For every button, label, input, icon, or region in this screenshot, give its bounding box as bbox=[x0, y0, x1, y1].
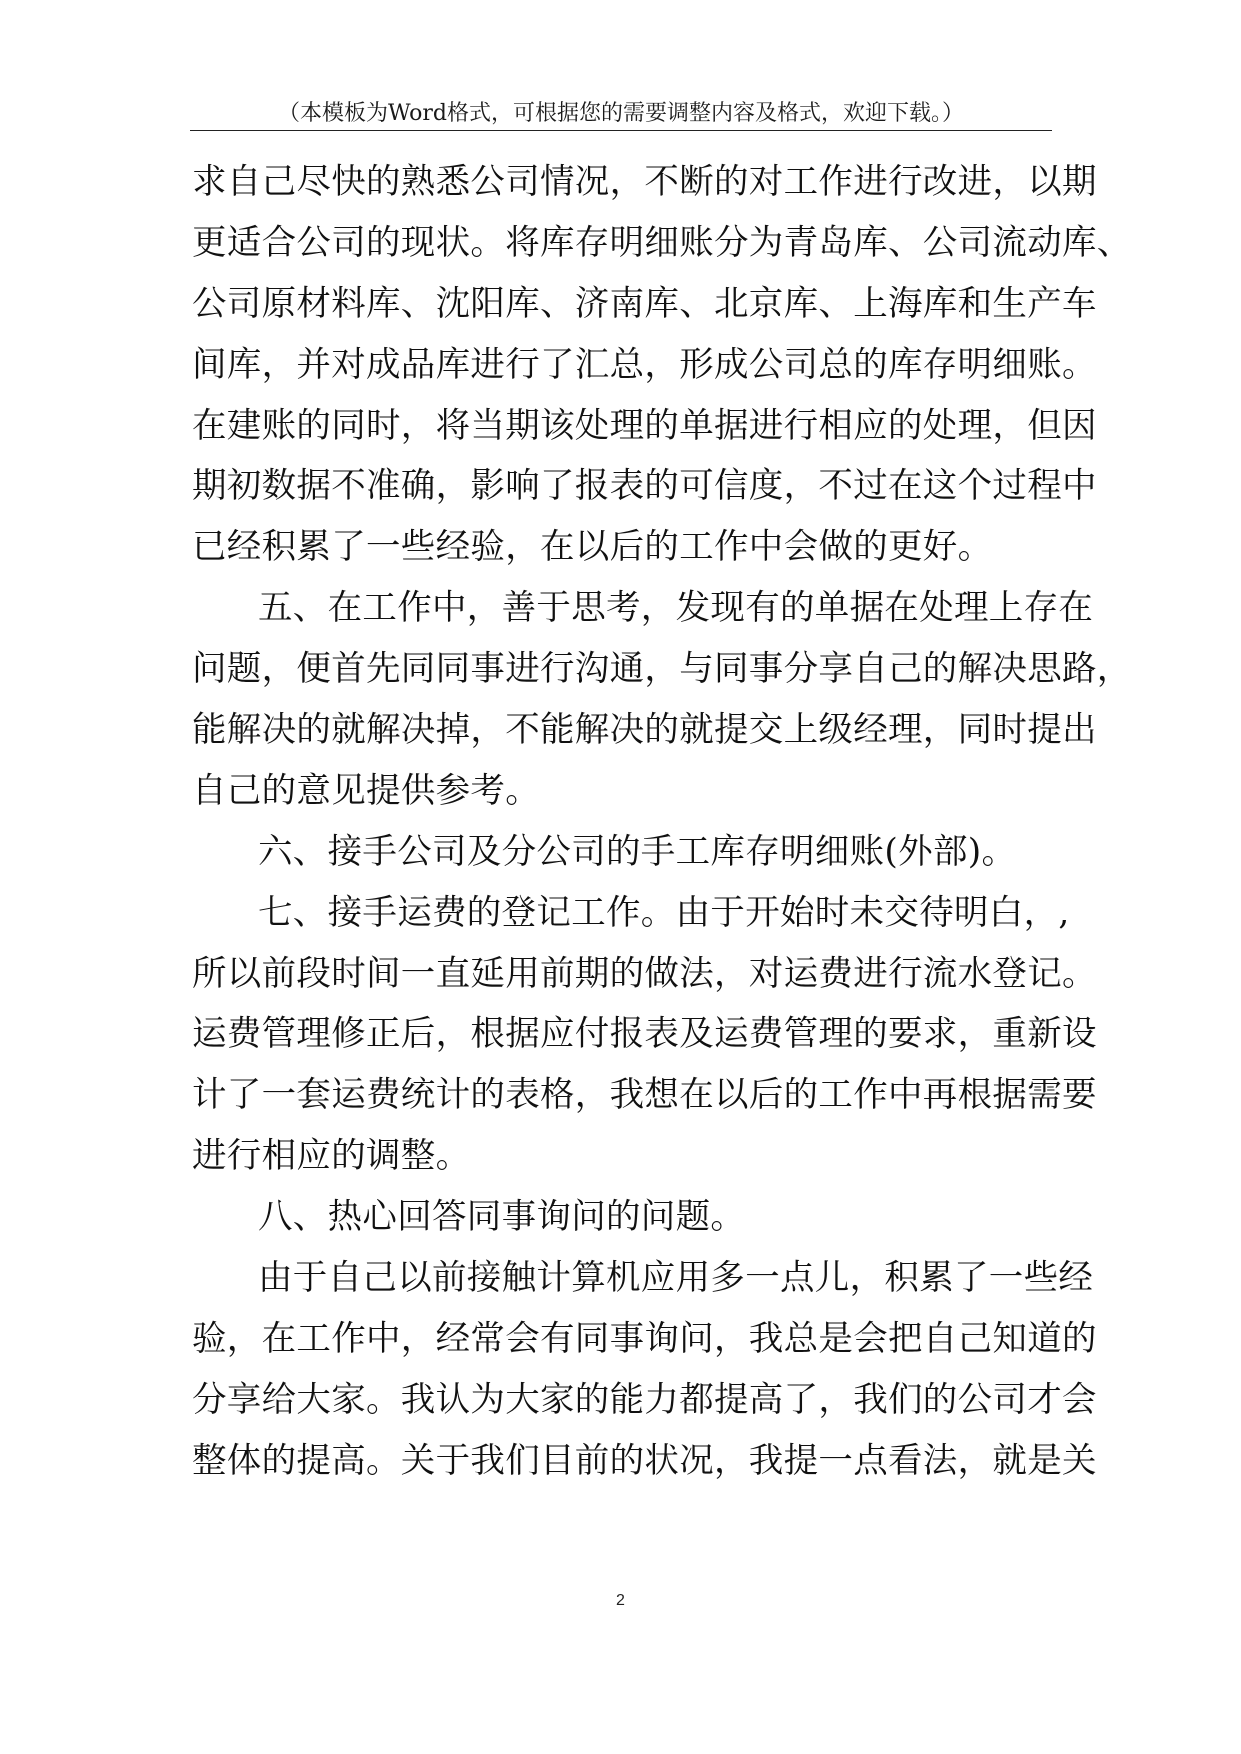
text-line: 所以前段时间一直延用前期的做法，对运费进行流水登记。 bbox=[192, 953, 1097, 994]
text-line: 问题，便首先同同事进行沟通，与同事分享自己的解决思路， bbox=[192, 649, 1132, 690]
document-body bbox=[192, 152, 1132, 1492]
text-line: 间库，并对成品库进行了汇总，形成公司总的库存明细账。 bbox=[192, 344, 1097, 385]
text-line: 求自己尽快的熟悉公司情况，不断的对工作进行改进，以期 bbox=[192, 162, 1097, 202]
paragraph-start-line: 由于自己以前接触计算机应用多一点儿，积累了一些经 bbox=[258, 1258, 1094, 1299]
paragraph-start-line: 五、在工作中，善于思考，发现有的单据在处理上存在 bbox=[258, 588, 1094, 629]
text-line: 分享给大家。我认为大家的能力都提高了，我们的公司才会 bbox=[192, 1379, 1097, 1420]
text-line: 能解决的就解决掉，不能解决的就提交上级经理，同时提出 bbox=[192, 710, 1097, 751]
text-line: 进行相应的调整。 bbox=[192, 1136, 471, 1177]
text-line: 计了一套运费统计的表格，我想在以后的工作中再根据需要 bbox=[192, 1075, 1097, 1116]
text-line: 在建账的同时，将当期该处理的单据进行相应的处理，但因 bbox=[192, 405, 1097, 446]
page-number: 2 bbox=[616, 1592, 625, 1609]
text-line: 验，在工作中，经常会有同事询问，我总是会把自己知道的 bbox=[192, 1318, 1097, 1359]
text-line: 自己的意见提供参考。 bbox=[192, 770, 540, 811]
page-header: （本模板为Word格式，可根据您的需要调整内容及格式，欢迎下载。） bbox=[278, 101, 964, 126]
paragraph-start-line: 六、接手公司及分公司的手工库存明细账(外部)。 bbox=[258, 831, 1017, 872]
text-line: 已经积累了一些经验，在以后的工作中会做的更好。 bbox=[192, 527, 993, 568]
paragraph-start-line: 七、接手运费的登记工作。由于开始时未交待明白，, bbox=[258, 892, 1070, 933]
paragraph-start-line: 八、热心回答同事询问的问题。 bbox=[258, 1197, 746, 1238]
text-line: 期初数据不准确，影响了报表的可信度，不过在这个过程中 bbox=[192, 466, 1097, 507]
header-divider bbox=[190, 130, 1052, 131]
text-line: 运费管理修正后，根据应付报表及运费管理的要求，重新设 bbox=[192, 1014, 1097, 1055]
text-line: 公司原材料库、沈阳库、济南库、北京库、上海库和生产车 bbox=[192, 283, 1097, 324]
text-line: 更适合公司的现状。将库存明细账分为青岛库、公司流动库、 bbox=[192, 222, 1132, 263]
text-line: 整体的提高。关于我们目前的状况，我提一点看法，就是关 bbox=[192, 1440, 1097, 1481]
